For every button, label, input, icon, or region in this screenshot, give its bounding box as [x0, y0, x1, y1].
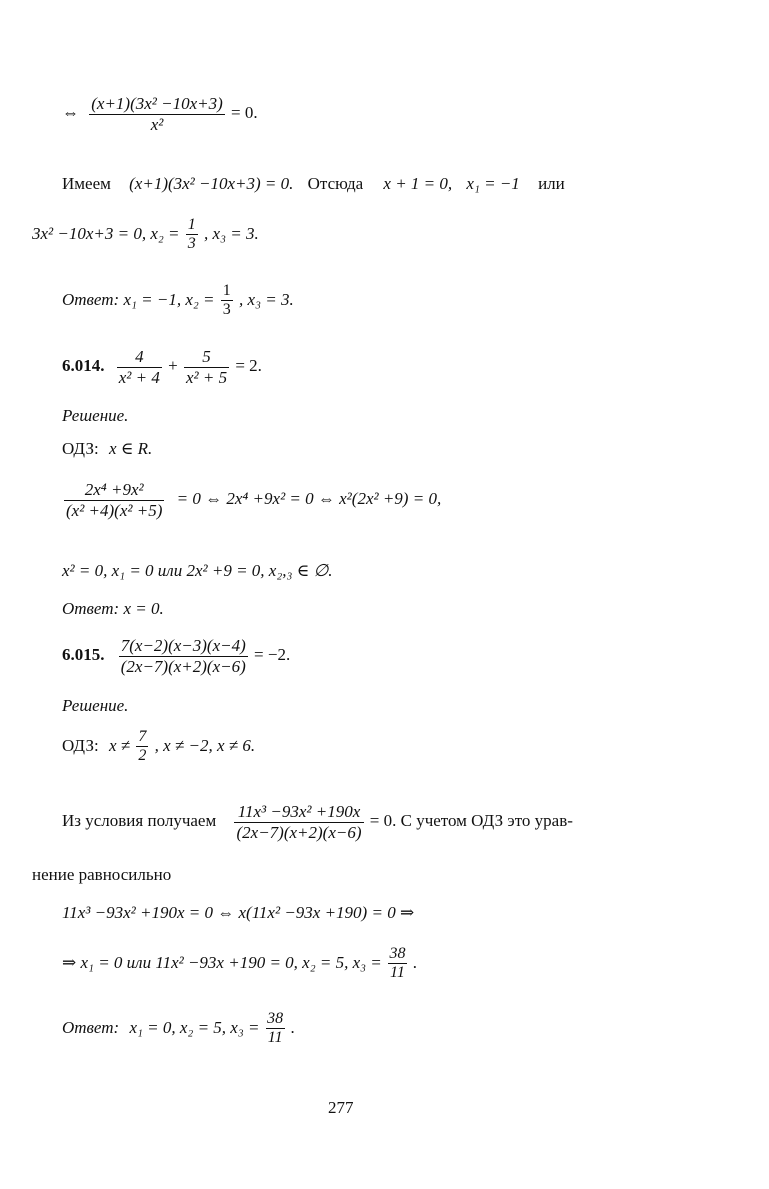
expression: x = 0.	[123, 599, 164, 618]
text: Из условия получаем	[62, 810, 217, 830]
page-number: 277	[328, 1098, 354, 1117]
problem-6-014	[62, 347, 262, 387]
condition-6-015	[62, 802, 573, 842]
equation-line-1	[62, 94, 258, 134]
numerator: 2x⁴ +9x²	[64, 480, 164, 501]
odz-expression: , x ≠ −2, x ≠ 6.	[154, 735, 256, 755]
word: Отсюда	[307, 174, 364, 193]
numerator: (x+1)(3x² −10x+3)	[91, 94, 223, 113]
denominator: x² + 4	[118, 367, 160, 387]
denominator: 11	[267, 1029, 283, 1047]
fraction	[266, 1010, 285, 1048]
equation-6-015-a: 11x³ −93x² +190x = 0 ⇔ x(11x² −93x +190) = 0 ⇒	[62, 903, 415, 922]
fraction	[136, 728, 148, 766]
denominator: (2x−7)(x+2)(x−6)	[120, 656, 246, 676]
numerator: 4	[117, 347, 162, 368]
odz-expression: x ≠	[108, 735, 131, 755]
answer-line-1	[62, 282, 294, 320]
equation-6-014-roots: x² = 0, x₁ = 0 или 2x² +9 = 0, x₂,₃ ∈ ∅.	[62, 561, 333, 580]
answer-label: Ответ:	[62, 599, 120, 618]
answer-line-3	[62, 1010, 295, 1048]
problem-6-015	[62, 636, 290, 676]
fraction	[388, 945, 407, 983]
fraction	[184, 347, 229, 387]
numerator: 38	[388, 945, 407, 964]
denominator: x² + 5	[185, 367, 228, 387]
solution-label: Решение.	[62, 696, 129, 715]
fraction	[89, 94, 225, 134]
problem-number: 6.015.	[62, 644, 105, 664]
odz-label: ОДЗ:	[62, 439, 99, 458]
numerator: 38	[266, 1010, 285, 1029]
denominator: (2x−7)(x+2)(x−6)	[236, 822, 362, 842]
odz-line-1	[62, 440, 152, 457]
text-line: нение равносильно	[32, 865, 172, 884]
equation-6-014	[62, 480, 441, 520]
expression: (x+1)(3x² −10x+3) = 0.	[129, 174, 294, 193]
denominator: (x² +4)(x² +5)	[66, 500, 163, 520]
numerator: 11x³ −93x² +190x	[234, 802, 363, 823]
fraction	[186, 216, 198, 254]
plus-sign: +	[168, 355, 178, 375]
fraction	[117, 347, 162, 387]
numerator: 1	[186, 216, 198, 235]
equation-rhs: = −2.	[254, 644, 291, 664]
expression: x₁ = −1	[466, 174, 520, 193]
answer-line-2	[62, 600, 164, 617]
equation-6-015-b	[62, 945, 417, 983]
answer-label: Ответ:	[62, 1017, 120, 1037]
expression: 3x² −10x+3 = 0, x₂ =	[32, 223, 180, 243]
numerator: 1	[221, 282, 233, 301]
odz-line-2	[62, 728, 255, 766]
denominator: 11	[390, 964, 405, 982]
numerator: 5	[184, 347, 229, 368]
odz-label: ОДЗ:	[62, 735, 99, 755]
expression: .	[413, 952, 418, 972]
fraction	[234, 802, 363, 842]
equation-rhs: = 2.	[235, 355, 262, 375]
equation-rest: = 0 ⇔ 2x⁴ +9x² = 0 ⇔ x²(2x² +9) = 0,	[176, 488, 442, 508]
numerator: 7(x−2)(x−3)(x−4)	[120, 636, 246, 655]
expression: ⇒ x₁ = 0 или 11x² −93x +190 = 0, x₂ = 5, x₃ =	[62, 952, 382, 972]
expression: , x₃ = 3.	[239, 289, 294, 309]
expression: x₁ = 0, x₂ = 5, x₃ =	[129, 1017, 260, 1037]
answer-label: Ответ:	[62, 289, 120, 309]
expression: , x₃ = 3.	[204, 223, 259, 243]
text: = 0. С учетом ОДЗ это урав-	[369, 810, 573, 830]
word: или	[538, 174, 565, 193]
fraction	[221, 282, 233, 320]
equation-line-3	[32, 216, 259, 254]
solution-label: Решение.	[62, 406, 129, 425]
expression: .	[290, 1017, 296, 1037]
equation-rhs: = 0.	[231, 102, 258, 122]
equivalence-sign: ⇔	[62, 102, 79, 122]
text-line-2	[62, 175, 565, 192]
expression: x + 1 = 0,	[383, 174, 453, 193]
fraction	[64, 480, 164, 520]
denominator: x²	[150, 114, 164, 134]
denominator: 3	[187, 235, 196, 253]
problem-number: 6.014.	[62, 355, 105, 375]
numerator: 7	[136, 728, 148, 747]
fraction	[119, 636, 248, 676]
word: Имеем	[62, 174, 111, 193]
odz-expression: x ∈ R.	[108, 439, 153, 458]
expression: x₁ = −1, x₂ =	[123, 289, 215, 309]
denominator: 3	[222, 301, 231, 319]
denominator: 2	[138, 747, 147, 765]
